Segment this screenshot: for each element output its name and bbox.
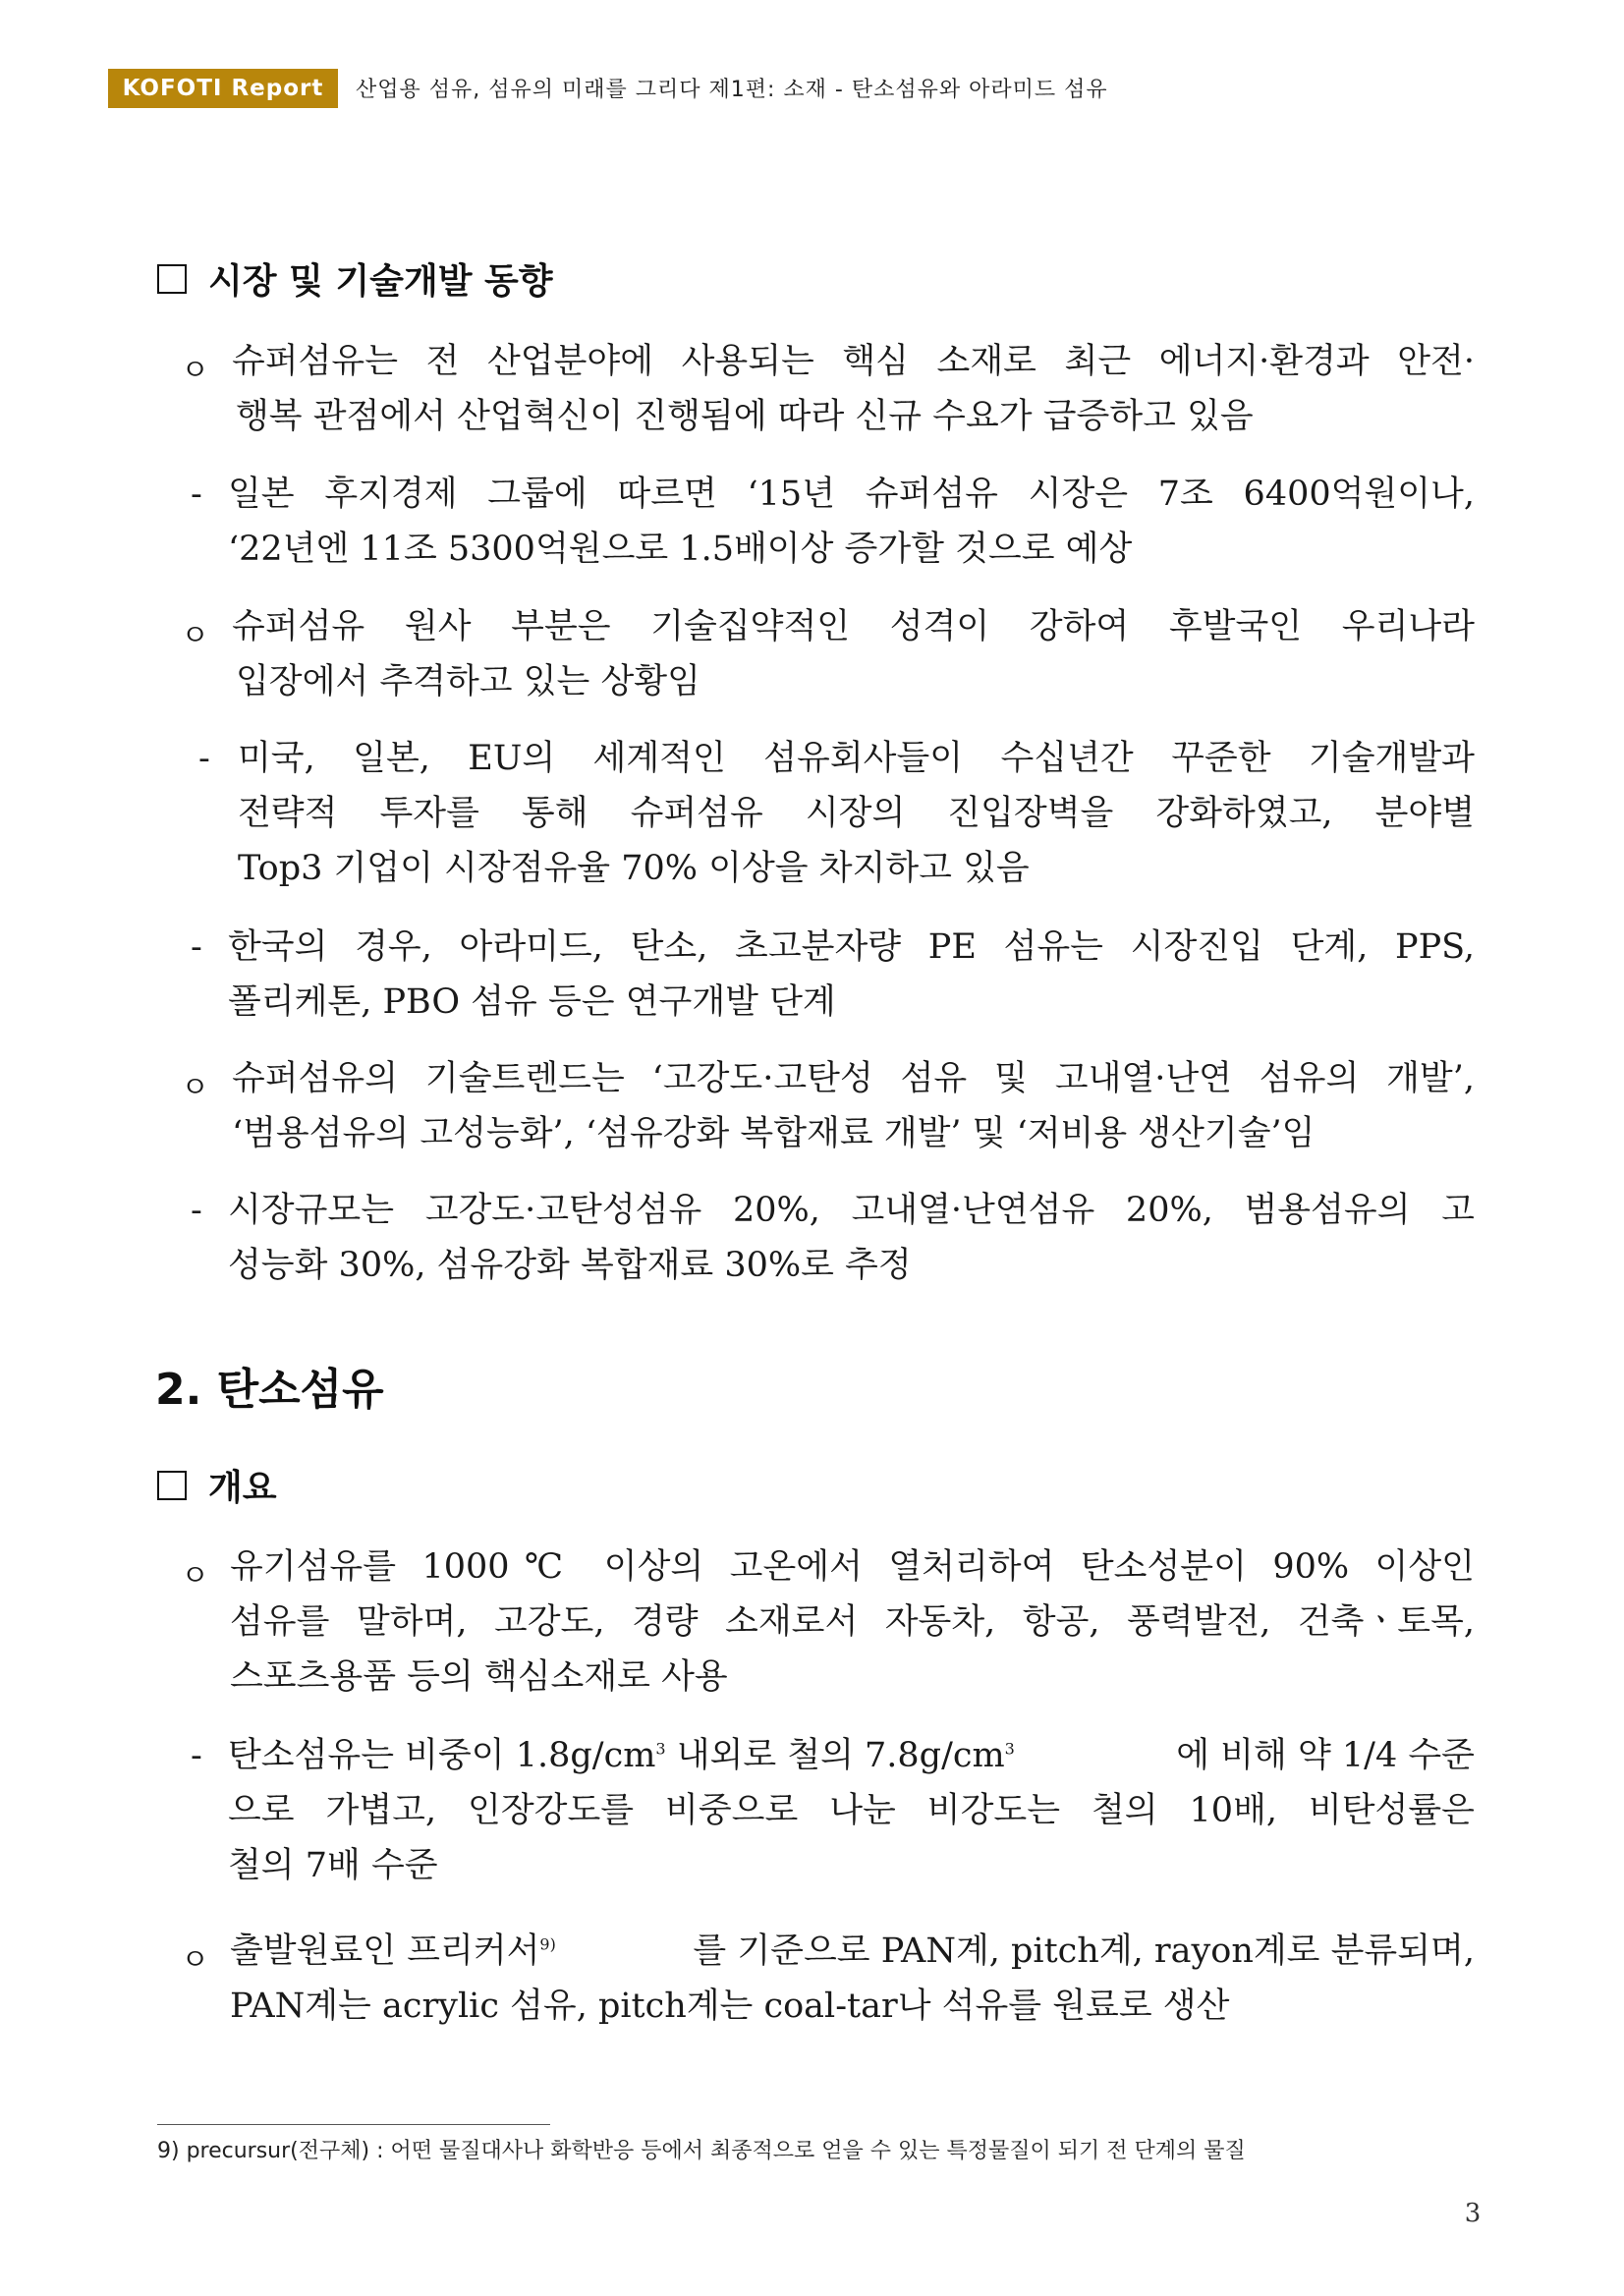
list-item-line: PAN계는 acrylic 섬유, pitch계는 coal-tar나 석유를 원료로 생산 (230, 1987, 1230, 2026)
circle-bullet: ㅇ (181, 1071, 209, 1105)
text-run: 내외로 철의 7.8g/cm (665, 1736, 1005, 1775)
list-item-line: 슈퍼섬유는 전 산업분야에 사용되는 핵심 소재로 최근 에너지·환경과 안전· (232, 342, 1475, 381)
footnote-divider (157, 2124, 550, 2125)
list-item-line: 일본 후지경제 그룹에 따르면 ‘15년 슈퍼섬유 시장은 7조 6400억원이나, (228, 475, 1475, 514)
dash-bullet: - (191, 927, 202, 967)
dash-bullet: - (191, 1191, 202, 1230)
list-item-line: 행복 관점에서 산업혁신이 진행됨에 따라 신규 수요가 급증하고 있음 (236, 397, 1254, 436)
list-item-line (230, 1932, 1475, 1971)
list-item-line: 스포츠용품 등의 핵심소재로 사용 (230, 1657, 728, 1697)
text-run: 출발원료인 프리커서 (230, 1932, 540, 1971)
list-item-line: 철의 7배 수준 (228, 1846, 438, 1885)
list-item-line: ‘22년엔 11조 5300억원으로 1.5배이상 증가할 것으로 예상 (228, 530, 1133, 569)
text-run: 에 비해 약 1/4 수준 (1176, 1736, 1475, 1775)
checkbox-square-icon (157, 264, 187, 294)
list-item-line: 섬유를 말하며, 고강도, 경량 소재로서 자동차, 항공, 풍력발전, 건축ㆍ토목, (230, 1602, 1475, 1642)
header-title: 산업용 섬유, 섬유의 미래를 그리다 제1편: 소재 - 탄소섬유와 아라미드 섬유 (356, 78, 1108, 102)
list-item-line: ‘범용섬유의 고성능화’, ‘섬유강화 복합재료 개발’ 및 ‘저비용 생산기술’임 (232, 1114, 1316, 1153)
list-item-line: 으로 가볍고, 인장강도를 비중으로 나눈 비강도는 철의 10배, 비탄성률은 (228, 1791, 1475, 1830)
list-item-line: Top3 기업이 시장점유율 70% 이상을 차지하고 있음 (238, 849, 1030, 888)
list-item-line: 성능화 30%, 섬유강화 복합재료 30%로 추정 (228, 1246, 912, 1285)
checkbox-square-icon (157, 1471, 187, 1500)
list-item-line: 폴리케톤, PBO 섬유 등은 연구개발 단계 (228, 982, 836, 1022)
list-item-line: 슈퍼섬유 원사 부분은 기술집약적인 성격이 강하여 후발국인 우리나라 (232, 607, 1475, 646)
list-item-line (228, 1736, 1475, 1775)
page-number: 3 (1464, 2199, 1482, 2228)
list-item-line: 입장에서 추격하고 있는 상황임 (236, 662, 700, 701)
superscript: 3 (1004, 1739, 1015, 1759)
overview-heading (157, 1460, 277, 1510)
overview-heading-label: 개요 (208, 1468, 277, 1508)
list-item-line: 미국, 일본, EU의 세계적인 섬유회사들이 수십년간 꾸준한 기술개발과 (238, 739, 1475, 778)
text-segment (228, 1736, 1015, 1775)
dash-bullet: - (198, 739, 210, 778)
text-run: 탄소섬유는 비중이 1.8g/cm (228, 1736, 656, 1775)
circle-bullet: ㅇ (181, 1559, 209, 1594)
dash-bullet: - (191, 475, 202, 514)
list-item-line: 시장규모는 고강도·고탄성섬유 20%, 고내열·난연섬유 20%, 범용섬유의 고 (228, 1191, 1475, 1230)
circle-bullet: ㅇ (181, 354, 209, 388)
circle-bullet: ㅇ (181, 1943, 209, 1978)
circle-bullet: ㅇ (181, 619, 209, 653)
market-heading (157, 253, 553, 304)
footnote: 9) precursur(전구체) : 어떤 물질대사나 화학반응 등에서 최종적으로 얻을 수 있는 특정물질이 되기 전 단계의 물질 (157, 2139, 1246, 2163)
list-item-line: 한국의 경우, 아라미드, 탄소, 초고분자량 PE 섬유는 시장진입 단계, PPS, (228, 927, 1475, 967)
list-item-line: 슈퍼섬유의 기술트렌드는 ‘고강도·고탄성 섬유 및 고내열·난연 섬유의 개발’, (232, 1059, 1475, 1098)
superscript: 3 (655, 1739, 666, 1759)
dash-bullet: - (191, 1736, 202, 1775)
list-item-line: 유기섬유를 1000℃ 이상의 고온에서 열처리하여 탄소성분이 90% 이상인 (230, 1547, 1475, 1587)
text-segment (230, 1932, 556, 1971)
footnote-ref: 9) (539, 1934, 556, 1954)
text-run: 를 기준으로 PAN계, pitch계, rayon계로 분류되며, (693, 1932, 1475, 1971)
report-badge: KOFOTI Report (108, 69, 338, 108)
list-item-line: 전략적 투자를 통해 슈퍼섬유 시장의 진입장벽을 강화하였고, 분야별 (238, 794, 1475, 833)
section-title: 2. 탄소섬유 (155, 1365, 384, 1415)
market-heading-label: 시장 및 기술개발 동향 (208, 261, 553, 302)
